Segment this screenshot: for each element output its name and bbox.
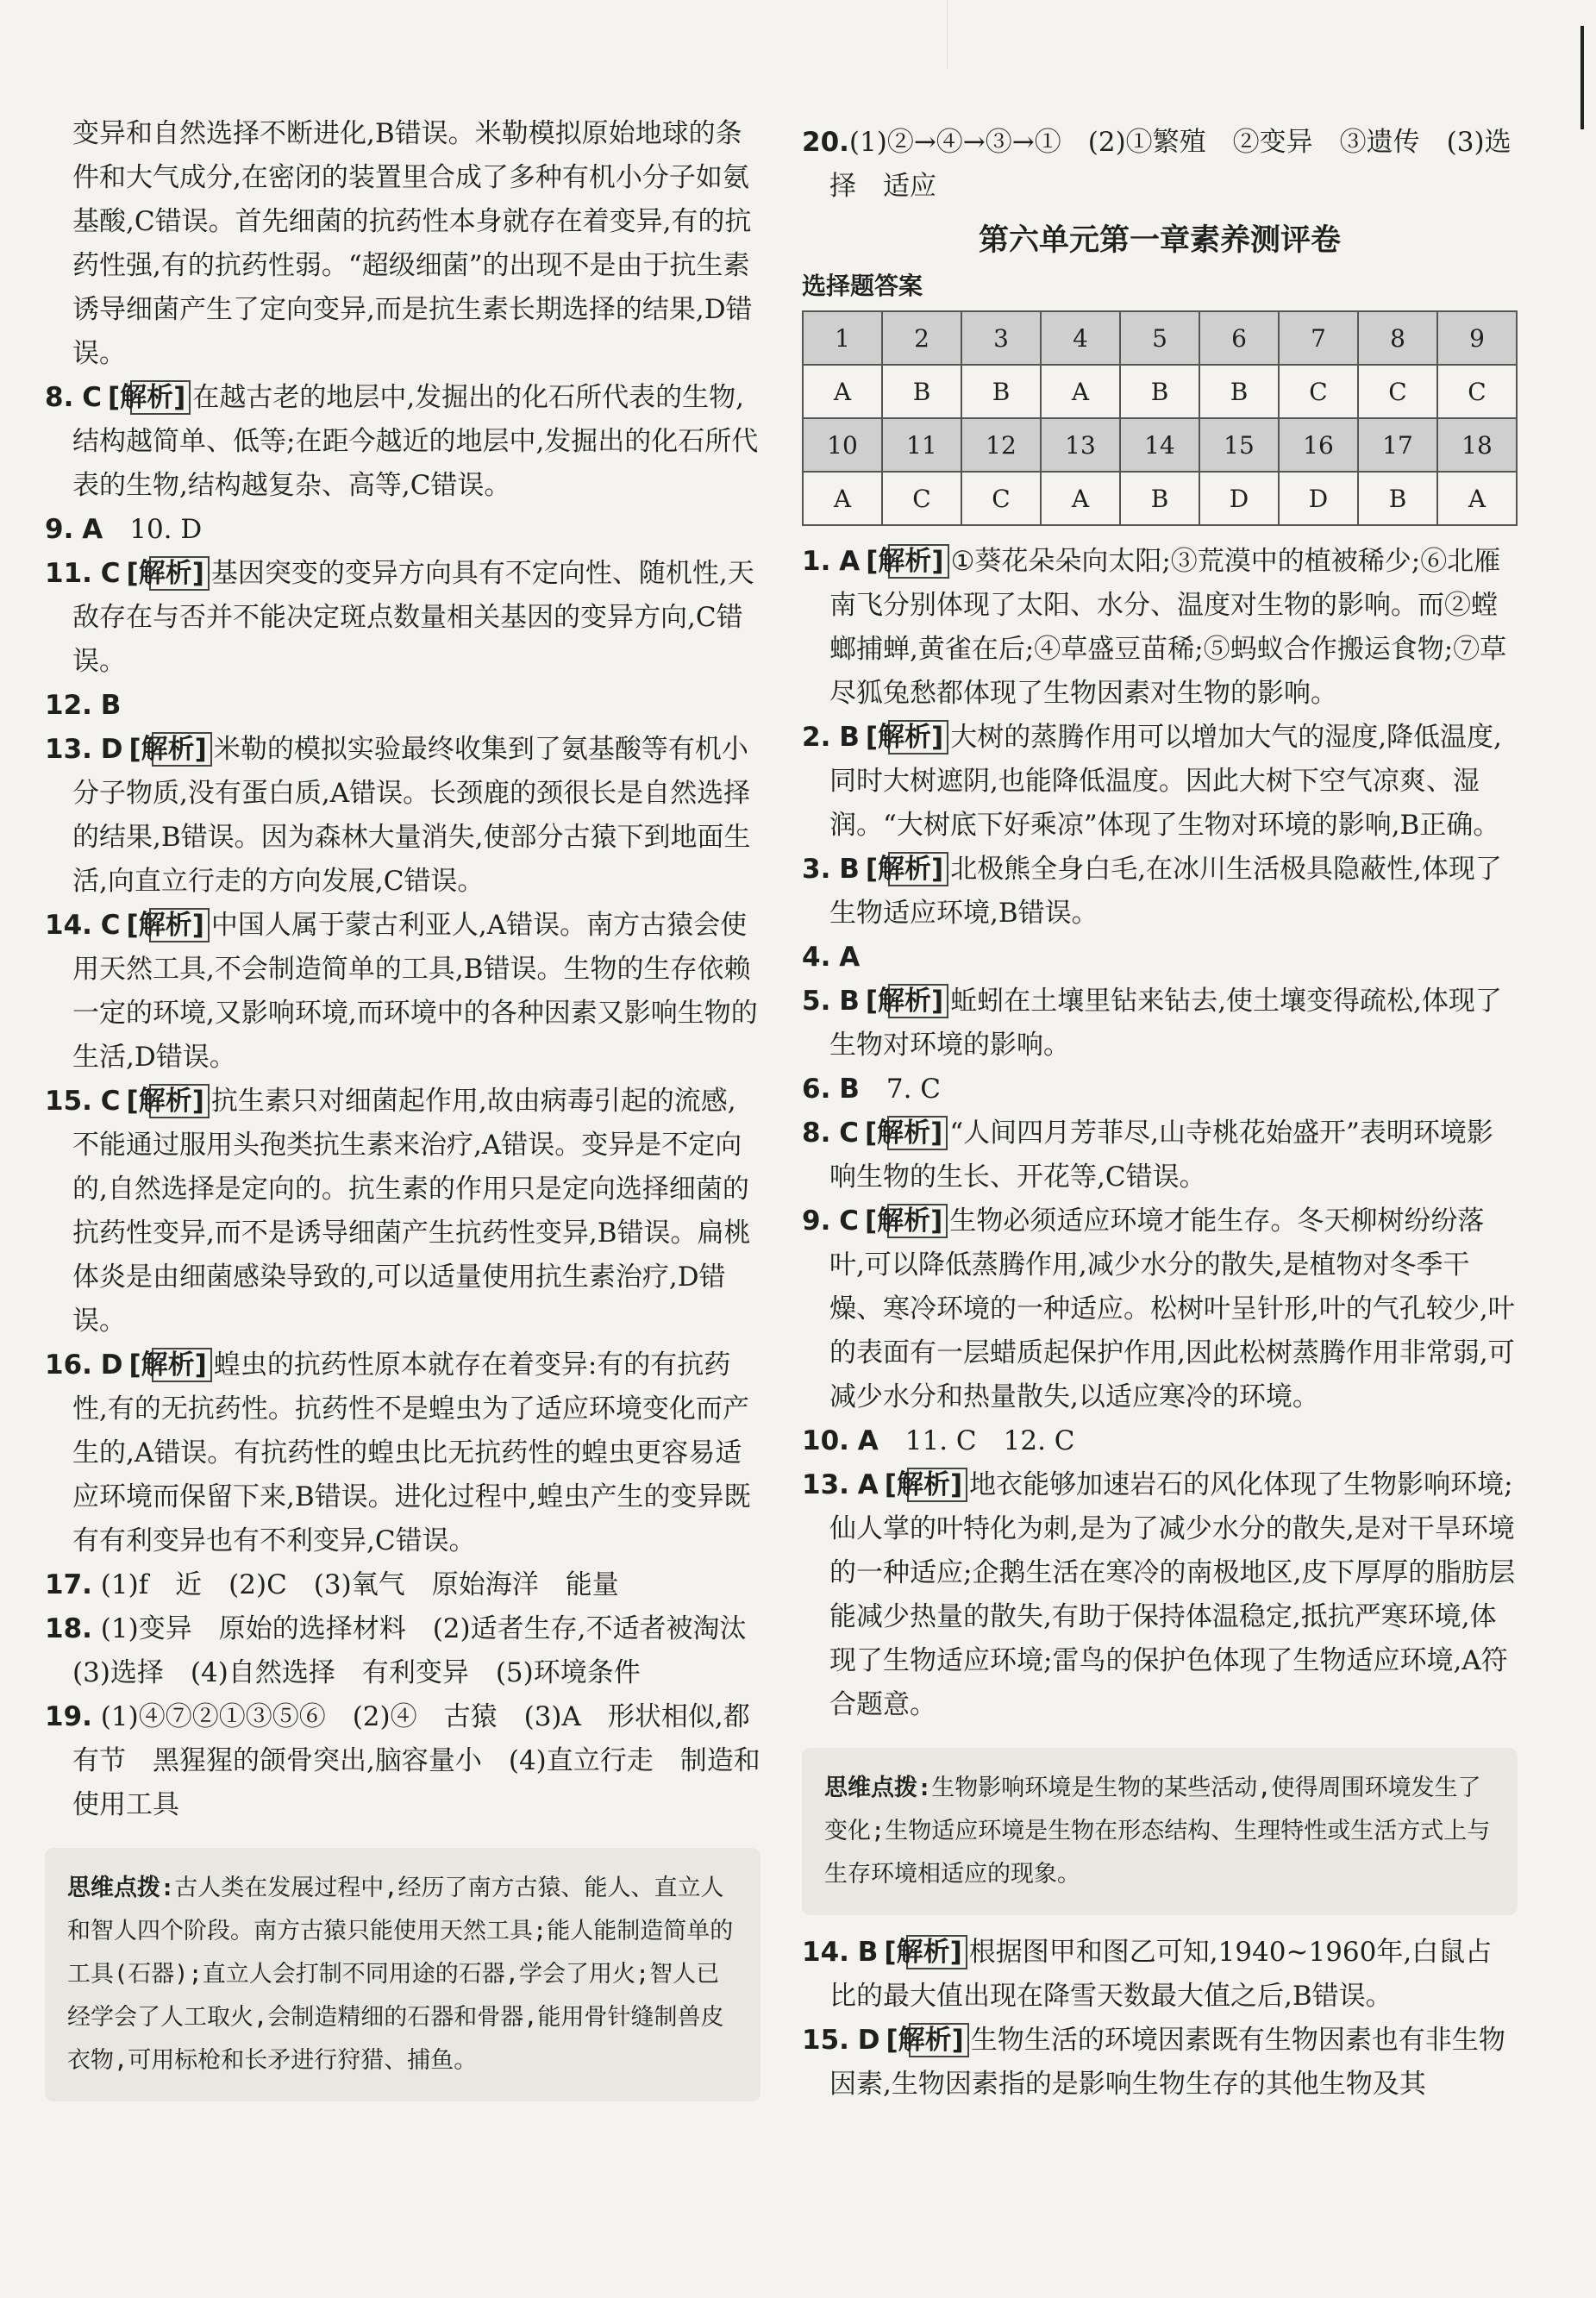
tip-box-left [45, 1848, 760, 2101]
item-text: ①葵花朵朵向太阳;③荒漠中的植被稀少;⑥北雁南飞分别体现了太阳、水分、温度对生物的影响。而②螳螂捕蝉,黄雀在后;④草盛豆苗稀;⑤蚂蚁合作搬运食物;⑦草尽狐兔愁都体现了生物因素对生物的影响。 [829, 546, 1507, 709]
analysis-tag: [解析] [888, 852, 948, 886]
answer-item-20 [802, 121, 1518, 209]
item-answer: B [839, 986, 860, 1017]
left-paragraphs [45, 112, 773, 1827]
table-row [803, 311, 1517, 365]
table-row [803, 472, 1517, 525]
answer-item [45, 1343, 760, 1563]
item-number: 8. [45, 382, 74, 413]
item-text: 生物生活的环境因素既有生物因素也有非生物因素,生物因素指的是影响生物生存的其他生物及其 [829, 2025, 1505, 2100]
tip-text: 古人类在发展过程中,经历了南方古猿、能人、直立人和智人四个阶段。南方古猿只能使用天然工具;能人能制造简单的工具(石器);直立人会打制不同用途的石器,学会了用火;智人已经学会了人工取火,会制造精细的石器和骨器,能用骨针缝制兽皮衣物,可用标枪和长矛进行狩猎、捕鱼。 [67, 1875, 734, 2074]
item-text: 蝗虫的抗药性原本就存在着变异:有的有抗药性,有的无抗药性。抗药性不是蝗虫为了适应环境变化而产生的,A错误。有抗药性的蝗虫比无抗药性的蝗虫更容易适应环境而保留下来,B错误。进化过程中,蝗虫产生的变异既有有利变异也有不利变异,C错误。 [72, 1349, 751, 1556]
answer-item [45, 112, 760, 376]
item-number: 15. [45, 1086, 92, 1117]
item-text: “人间四月芳菲尽,山寺桃花始盛开”表明环境影响生物的生长、开花等,C错误。 [829, 1118, 1493, 1193]
item-text: 地衣能够加速岩石的风化体现了生物影响环境;仙人掌的叶特化为刺,是为了减少水分的散失,是对干旱环境的一种适应;企鹅生活在寒冷的南极地区,皮下厚厚的脂肪层能减少热量的散失,有助于保持体温稳定,抵抗严寒环境,体现了生物适应环境;雷鸟的保护色体现了生物适应环境,A符合题意。 [829, 1469, 1516, 1720]
answer-item [802, 936, 1518, 980]
question-number-cell: 18 [1437, 418, 1517, 472]
item-answer: D [100, 1349, 123, 1381]
item-number: 15. [802, 2025, 849, 2056]
item-answer: A [839, 942, 861, 973]
answer-cell: B [882, 365, 961, 418]
analysis-tag: [解析] [152, 1348, 212, 1382]
item-number: 18. [45, 1613, 92, 1644]
item-answer: C [839, 1205, 859, 1237]
item-text: 米勒的模拟实验最终收集到了氨基酸等有机小分子物质,没有蛋白质,A错误。长颈鹿的颈很长是自然选择的结果,B错误。因为森林大量消失,使部分古猿下到地面生活,向直立行走的方向发展,C错误。 [72, 734, 751, 897]
question-number-cell: 6 [1199, 311, 1279, 365]
item-answer: B [839, 1074, 860, 1105]
item-number: 17. [45, 1569, 92, 1600]
item-answer: B [857, 1937, 879, 1968]
item-answer: B [839, 854, 860, 885]
item-number: 2. [802, 722, 831, 753]
answer-cell: B [1120, 472, 1199, 525]
item-text: 7. C [886, 1074, 942, 1105]
analysis-tag: [解析] [888, 544, 948, 579]
item-text: 抗生素只对细菌起作用,故由病毒引起的流感,不能通过服用头孢类抗生素来治疗,A错误。变异是不定向的,自然选择是定向的。抗生素的作用只是定向选择细菌的抗药性变异,而不是诱导细菌产生抗药性变异,B错误。扁桃体炎是由细菌感染导致的,可以适量使用抗生素治疗,D错误。 [72, 1086, 751, 1337]
question-number-cell: 8 [1358, 311, 1437, 365]
item-number: 4. [802, 942, 831, 973]
answer-item [45, 728, 760, 904]
answer-item [45, 1563, 760, 1607]
answer-item [45, 1607, 773, 1695]
item-number: 6. [802, 1074, 831, 1105]
item-answer: A [857, 1469, 879, 1500]
analysis-tag: [解析] [887, 1116, 948, 1150]
answer-cell: B [1358, 472, 1437, 525]
answer-item [802, 1199, 1518, 1419]
item-text: 大树的蒸腾作用可以增加大气的湿度,降低温度,同时大树遮阴,也能降低温度。因此大树下空气凉爽、湿润。“大树底下好乘凉”体现了生物对环境的影响,B正确。 [829, 722, 1502, 841]
item-number: 12. [45, 690, 92, 721]
item-answer: C [100, 558, 121, 589]
item-answer: D [100, 734, 123, 765]
question-number-cell: 3 [961, 311, 1041, 365]
analysis-tag: [解析] [907, 1468, 967, 1502]
item-text: 在越古老的地层中,发掘出的化石所代表的生物,结构越简单、低等;在距今越近的地层中,发掘出的化石所代表的生物,结构越复杂、高等,C错误。 [72, 382, 759, 501]
item-number: 1. [802, 546, 831, 577]
sub-title: 选择题答案 [802, 272, 923, 300]
answer-cell: B [961, 365, 1041, 418]
question-number-cell: 13 [1041, 418, 1120, 472]
gutter-line [947, 0, 948, 69]
item-answer: A [857, 1425, 879, 1456]
item-text: (1)④⑦②①③⑤⑥ (2)④ 古猿 (3)A 形状相似,都有节 黑猩猩的颌骨突出,脑容量小 (4)直立行走 制造和使用工具 [72, 1701, 760, 1820]
answer-item [45, 376, 760, 508]
analysis-tag: [解析] [887, 1204, 948, 1238]
answer-item [45, 1080, 760, 1343]
left-column [45, 112, 773, 2117]
item-answer: C [100, 1086, 121, 1117]
answer-cell: D [1199, 472, 1279, 525]
item-number: 10. [802, 1425, 849, 1456]
answer-cell: A [1437, 472, 1517, 525]
item-text: (1)f 近 (2)C (3)氧气 原始海洋 能量 [100, 1569, 619, 1600]
item-number: 14. [802, 1937, 849, 1968]
answer-item [802, 1068, 1518, 1111]
item-number: 20. [802, 127, 849, 158]
analysis-tag: [解析] [130, 380, 191, 415]
analysis-tag: [解析] [906, 1935, 967, 1969]
question-number-cell: 4 [1041, 311, 1120, 365]
answer-item [802, 980, 1518, 1068]
item-text: 生物必须适应环境才能生存。冬天柳树纷纷落叶,可以降低蒸腾作用,减少水分的散失,是植物对冬季干燥、寒冷环境的一种适应。松树叶呈针形,叶的气孔较少,叶的表面有一层蜡质起保护作用,因此松树蒸腾作用非常弱,可减少水分和热量散失,以适应寒冷的环境。 [829, 1205, 1515, 1412]
item-number: 9. [45, 514, 74, 545]
answer-item [802, 1111, 1518, 1199]
item-answer: C [100, 910, 121, 941]
answer-item [802, 1463, 1518, 1727]
answer-cell: A [1041, 365, 1120, 418]
answer-item [45, 904, 760, 1080]
analysis-tag: [解析] [909, 2023, 969, 2057]
answer-item [45, 684, 760, 728]
item-answer: A [839, 546, 861, 577]
analysis-tag: [解析] [888, 720, 948, 755]
right-paragraphs-2 [802, 1931, 1518, 2107]
question-number-cell: 17 [1358, 418, 1437, 472]
answer-cell: C [1358, 365, 1437, 418]
item-answer: D [857, 2025, 880, 2056]
question-number-cell: 9 [1437, 311, 1517, 365]
page-edge-line [1580, 26, 1584, 129]
answer-cell: B [1199, 365, 1279, 418]
item-answer: A [82, 514, 103, 545]
tip-title: 思维点拨: [824, 1775, 932, 1801]
item-number: 11. [45, 558, 92, 589]
question-number-cell: 14 [1120, 418, 1199, 472]
question-number-cell: 5 [1120, 311, 1199, 365]
item-text: 蚯蚓在土壤里钻来钻去,使土壤变得疏松,体现了生物对环境的影响。 [829, 986, 1502, 1061]
item-text: 基因突变的变异方向具有不定向性、随机性,天敌存在与否并不能决定斑点数量相关基因的变异方向,C错误。 [72, 558, 754, 677]
question-number-cell: 15 [1199, 418, 1279, 472]
answer-item [802, 716, 1518, 848]
item-number: 19. [45, 1701, 92, 1732]
item-text: 变异和自然选择不断进化,B错误。米勒模拟原始地球的条件和大气成分,在密闭的装置里合成了多种有机小分子如氨基酸,C错误。首先细菌的抗药性本身就存在着变异,有的抗药性强,有的抗药性弱。“超级细菌”的出现不是由于抗生素诱导细菌产生了定向变异,而是抗生素长期选择的结果,D错误。 [72, 118, 753, 369]
item-number: 13. [45, 734, 92, 765]
item-number: 5. [802, 986, 831, 1017]
table-row [803, 418, 1517, 472]
item-number: 14. [45, 910, 92, 941]
answer-item [45, 552, 760, 684]
question-number-cell: 12 [961, 418, 1041, 472]
item-answer: B [839, 722, 860, 753]
item-number: 16. [45, 1349, 92, 1381]
analysis-tag: [解析] [149, 908, 210, 942]
answer-item [802, 2019, 1518, 2107]
item-text: 北极熊全身白毛,在冰川生活极具隐蔽性,体现了生物适应环境,B错误。 [829, 854, 1502, 929]
answer-cell: D [1279, 472, 1358, 525]
answer-cell: C [1279, 365, 1358, 418]
answer-cell: B [1120, 365, 1199, 418]
answer-table [802, 310, 1518, 526]
table-row [803, 365, 1517, 418]
answer-item [802, 848, 1518, 936]
tip-text: 生物影响环境是生物的某些活动,使得周围环境发生了变化;生物适应环境是生物在形态结构、生理特性或生活方式上与生存环境相适应的现象。 [824, 1775, 1491, 1888]
analysis-tag: [解析] [888, 984, 948, 1018]
question-number-cell: 1 [803, 311, 882, 365]
section-title: 第六单元第一章素养测评卷 [978, 223, 1341, 258]
answer-item [802, 1419, 1518, 1463]
item-text: (1)变异 原始的选择材料 (2)适者生存,不适者被淘汰 (3)选择 (4)自然选择 有利变异 (5)环境条件 [72, 1613, 773, 1688]
answer-cell: C [961, 472, 1041, 525]
answer-cell: C [882, 472, 961, 525]
answer-item [802, 540, 1518, 716]
analysis-tag: [解析] [152, 732, 212, 767]
item-number: 8. [802, 1118, 831, 1149]
answer-cell: C [1437, 365, 1517, 418]
question-number-cell: 16 [1279, 418, 1358, 472]
item-answer: B [100, 690, 122, 721]
answer-item [45, 508, 760, 552]
right-column [802, 121, 1518, 2107]
tip-title: 思维点拨: [67, 1875, 175, 1901]
analysis-tag: [解析] [149, 1084, 210, 1118]
answer-cell: A [803, 472, 882, 525]
item-number: 13. [802, 1469, 849, 1500]
item-number: 3. [802, 854, 831, 885]
answer-cell: A [803, 365, 882, 418]
item-text: 10. D [129, 514, 203, 545]
tip-box-right [802, 1748, 1518, 1915]
right-paragraphs [802, 540, 1518, 1727]
item-number: 9. [802, 1205, 831, 1237]
answer-item [802, 1931, 1518, 2019]
question-number-cell: 7 [1279, 311, 1358, 365]
answer-cell: A [1041, 472, 1120, 525]
analysis-tag: [解析] [149, 556, 210, 591]
question-number-cell: 2 [882, 311, 961, 365]
question-number-cell: 11 [882, 418, 961, 472]
item-text: 根据图甲和图乙可知,1940~1960年,白鼠占比的最大值出现在降雪天数最大值之后,B错误。 [829, 1937, 1493, 2012]
item-answer: C [839, 1118, 859, 1149]
item-answer: C [82, 382, 102, 413]
item-text: 中国人属于蒙古利亚人,A错误。南方古猿会使用天然工具,不会制造简单的工具,B错误。生物的生存依赖一定的环境,又影响环境,而环境中的各种因素又影响生物的生活,D错误。 [72, 910, 758, 1073]
item-text: (1)②→④→③→① (2)①繁殖 ②变异 ③遗传 (3)选择 适应 [829, 127, 1512, 202]
answer-item [45, 1695, 760, 1827]
question-number-cell: 10 [803, 418, 882, 472]
item-text: 11. C 12. C [904, 1425, 1075, 1456]
